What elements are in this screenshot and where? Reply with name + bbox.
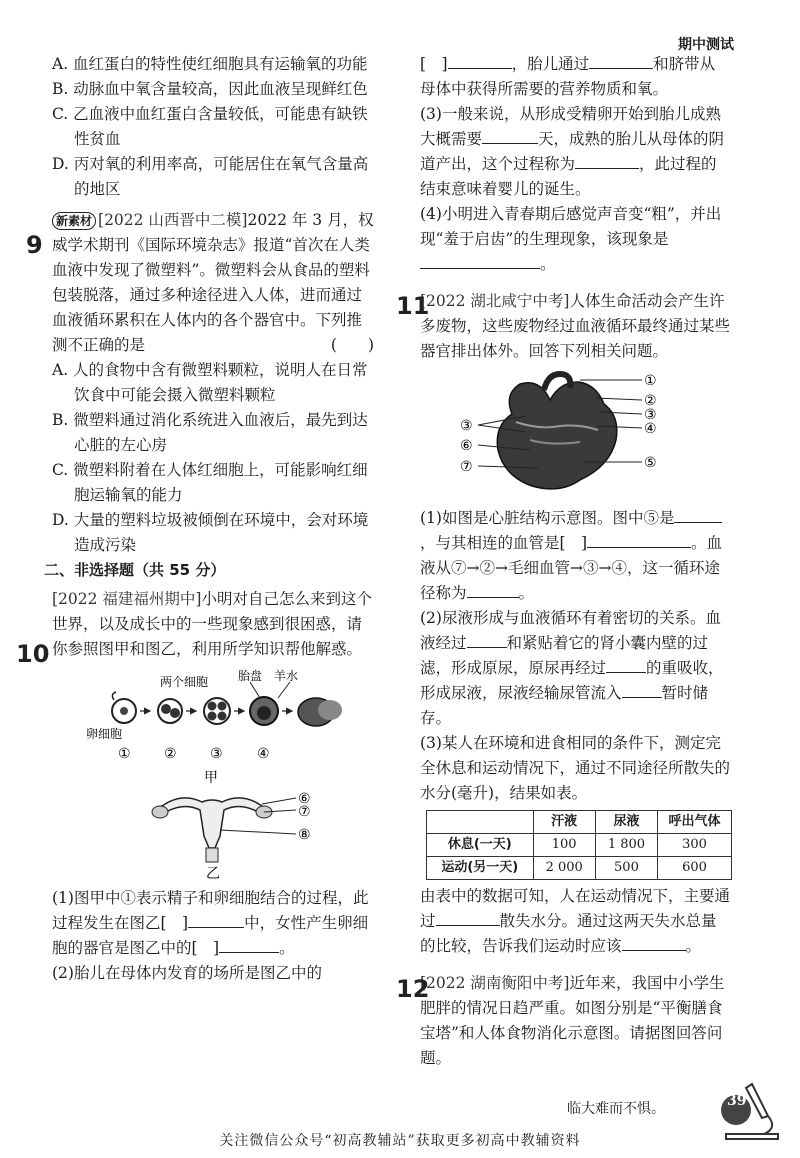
- section-heading: 二、非选择题（共 55 分）: [44, 561, 226, 579]
- page-header-title: 期中测试: [678, 37, 734, 53]
- figure-yi-caption: 乙: [206, 866, 220, 882]
- table-cell: 300: [658, 834, 732, 857]
- table-header-cell: 尿液: [595, 811, 657, 834]
- q11-sub2-b: 和紧贴着它的肾小囊内壁的过滤，形成原尿，原尿再经过: [420, 634, 709, 677]
- q11-source: [2022 湖北咸宁中考]: [420, 292, 570, 310]
- heart-mark-3: ③: [644, 407, 657, 423]
- stage-1: ①: [118, 746, 131, 762]
- right-column: [420, 0, 732, 1071]
- answer-blank[interactable]: [622, 681, 662, 698]
- q10-cont-line1: [420, 52, 732, 77]
- heart-mark-7: ⑦: [460, 459, 473, 475]
- q10-sub3-a: (3)一般来说，从形成受精卵开始到胎儿成熟大概需要: [420, 105, 721, 148]
- q8-option-c: C. 乙血液中血红蛋白含量较低，可能患有缺铁性贫血: [52, 105, 368, 148]
- heart-mark-1: ①: [644, 373, 657, 389]
- q12-source: [2022 湖南衡阳中考]: [420, 974, 570, 992]
- q11-sub3: (3)某人在环境和进食相同的条件下，测定完全休息和运动情况下，通过不同途径所散失的水分(毫升)，结果如表。: [420, 734, 731, 802]
- q12-stem-text: 近年来，我国中小学生肥胖的情况日趋严重。如图分别是“平衡膳食宝塔”和人体食物消化示意图。请据图回答问题。: [420, 974, 725, 1067]
- q11-sub2-d: 暂时储存。: [420, 684, 709, 727]
- answer-blank[interactable]: [467, 631, 507, 648]
- q11-sub2-c: 的重吸收，形成尿液，尿液经输尿管流入: [420, 659, 724, 702]
- heart-mark-4: ④: [644, 421, 657, 437]
- motto: 临大难而不惧。: [567, 1101, 665, 1117]
- q10-bracket: [ ]: [420, 55, 448, 73]
- q9-option-b: B. 微塑料通过消化系统进入血液后，最先到达心脏的左心房: [52, 411, 368, 454]
- answer-blank[interactable]: [436, 909, 500, 926]
- q9-option-a: A. 人的食物中含有微塑料颗粒，说明人在日常饮食中可能会摄入微塑料颗粒: [52, 361, 368, 404]
- q9-option-d: D. 大量的塑料垃圾被倾倒在环境中，会对环境造成污染: [52, 511, 369, 554]
- heart-mark-2: ②: [644, 393, 657, 409]
- answer-blank[interactable]: [188, 911, 244, 928]
- q11-after-a: 由表中的数据可知，人在运动情况下，主要通过: [420, 887, 731, 930]
- q11-sub1-c: 。血液从⑦→②→毛细血管→③→④，这一循环途径称为: [420, 534, 723, 602]
- answer-blank[interactable]: [622, 934, 686, 951]
- q9-number: 9: [26, 231, 43, 259]
- q11-sub1-a: (1)如图是心脏结构示意图。图中⑤是: [420, 509, 675, 527]
- answer-blank[interactable]: [482, 127, 538, 144]
- answer-blank[interactable]: [448, 52, 512, 69]
- q10-cont-line2: 母体中获得所需要的营养物质和氧。: [420, 80, 669, 98]
- footer-notice: 关注微信公众号“初高教辅站”获取更多初高中教辅资料: [219, 1133, 581, 1149]
- q10-sub4-a: (4)小明进入青春期后感觉声音变“粗”，并出现“羞于启齿”的生理现象，该现象是: [420, 205, 722, 248]
- label-two-cells: 两个细胞: [160, 675, 209, 689]
- stage-4: ④: [257, 746, 270, 762]
- stage-3: ③: [210, 746, 223, 762]
- figure-yi: [52, 786, 374, 882]
- q10-source: [2022 福建福州期中]: [52, 590, 202, 608]
- q11-stem-text: 人体生命活动会产生许多废物，这些废物经过血液循环最终通过某些器官排出体外。回答下列相关问题。: [420, 292, 731, 360]
- left-column: [44, 0, 374, 986]
- answer-blank[interactable]: [575, 152, 639, 169]
- answer-blank[interactable]: [674, 506, 722, 523]
- morula-stage: [204, 698, 230, 724]
- uterus-diagram: [162, 798, 262, 848]
- q9-option-c: C. 微塑料附着在人体红细胞上，可能影响红细胞运输氧的能力: [52, 461, 368, 504]
- heart-mark-5: ⑤: [644, 455, 657, 471]
- q11-sub2-a: (2)尿液形成与血液循环有着密切的关系。血液经过: [420, 609, 721, 652]
- mark-7: ⑦: [298, 804, 311, 820]
- q10-cont-text-c: 和脐带从: [653, 55, 716, 73]
- mark-8: ⑧: [298, 827, 311, 843]
- table-header-cell: 汗液: [533, 811, 595, 834]
- answer-blank[interactable]: [420, 252, 540, 269]
- table-row-label: 休息(一天): [427, 834, 534, 857]
- q11-after: [420, 884, 732, 959]
- answer-blank[interactable]: [589, 52, 653, 69]
- table-row: [427, 834, 732, 857]
- table-row-label: 运动(另一天): [427, 857, 534, 880]
- q10-sub1-text-a: (1)图甲中①表示精子和卵细胞结合的过程，此过程发生在图乙[ ]: [52, 889, 369, 932]
- q10-number: 10: [16, 640, 50, 668]
- heart-mark-6: ⑥: [460, 438, 473, 454]
- new-material-tag: 新素材: [52, 212, 96, 230]
- q11-stem: [420, 289, 732, 364]
- q8-option-a: A. 血红蛋白的特性使红细胞具有运输氧的功能: [52, 55, 368, 73]
- q10-sub4: [420, 202, 732, 277]
- table-cell: 2 000: [533, 857, 595, 880]
- q11-after-b: 散失水分。通过这两天失水总量的比较，告诉我们运动时应该: [420, 912, 717, 955]
- table-header-cell: [427, 811, 534, 834]
- q10-sub3-b: 天，成熟的胎儿从母体的阴道产出，这个过程称为: [420, 130, 725, 173]
- table-header-cell: 呼出气体: [658, 811, 732, 834]
- answer-blank[interactable]: [467, 581, 519, 598]
- q11-after-end: 。: [685, 937, 702, 955]
- q9-stem: [52, 208, 374, 358]
- q11-sub1-b: ，与其相连的血管是[ ]: [420, 534, 588, 552]
- q10-sub3: [420, 102, 732, 202]
- table-cell: 1 800: [595, 834, 657, 857]
- mark-6: ⑥: [298, 791, 311, 807]
- figure-jia-caption: 甲: [204, 770, 218, 786]
- heart-diagram: [420, 370, 732, 500]
- q9-source: [2022 山西晋中二模]: [98, 211, 248, 229]
- q10-stem: [52, 587, 374, 662]
- figure-jia: [52, 668, 374, 786]
- q12-number: 12: [396, 975, 430, 1003]
- q10-cont-text-b: ，胎儿通过: [511, 55, 590, 73]
- answer-blank[interactable]: [606, 656, 646, 673]
- table-cell: 600: [658, 857, 732, 880]
- q10-sub1-text-b: 中，女性产生卵细胞的器官是图乙中的[ ]: [52, 914, 369, 957]
- q11-number: 11: [396, 292, 430, 320]
- q12-stem: [420, 971, 732, 1071]
- answer-blank[interactable]: [219, 936, 279, 953]
- q9-answer-paren: ( ): [330, 336, 374, 354]
- q11-sub1: [420, 506, 732, 606]
- q10-stem-text: 小明对自己怎么来到这个世界，以及成长中的一些现象感到很困惑，请你参照图甲和图乙，利用所学知识帮他解惑。: [52, 590, 372, 658]
- table-cell: 500: [595, 857, 657, 880]
- answer-blank[interactable]: [587, 531, 691, 548]
- q9-stem-text: 2022 年 3 月，权威学术期刊《国际环境杂志》报道“首次在人类血液中发现了微塑料”。微塑料会从食品的塑料包装脱落，通过多种途径进入人体，进而通过血液循环累积在人体内的各个器官中。下列推测不正确的是: [52, 211, 374, 354]
- q11-sub1-end: 。: [518, 584, 535, 602]
- q10-sub3-c: ，此过程的结束意味着婴儿的诞生。: [420, 155, 717, 198]
- q8-option-b: B. 动脉血中氧含量较高，因此血液呈现鲜红色: [52, 80, 368, 98]
- table-row: [427, 857, 732, 880]
- page-number: 39: [727, 1093, 747, 1109]
- stage-2: ②: [164, 746, 177, 762]
- table-cell: 100: [533, 834, 595, 857]
- label-amniotic: 羊水: [274, 669, 299, 683]
- label-placenta: 胎盘: [238, 669, 263, 683]
- q10-sub4-end: 。: [540, 255, 556, 273]
- water-loss-table: [426, 810, 732, 880]
- q11-sub2: [420, 606, 732, 731]
- q10-sub2: (2)胎儿在母体内发育的场所是图乙中的: [52, 964, 322, 982]
- label-egg: 卵细胞: [86, 727, 123, 741]
- q10-sub1-end: 。: [279, 939, 295, 957]
- q8-option-d: D. 丙对氧的利用率高，可能居住在氧气含量高的地区: [52, 155, 369, 198]
- table-header-row: [427, 811, 732, 834]
- heart-mark-3-left: ③: [460, 418, 473, 434]
- q10-sub1: [52, 886, 374, 961]
